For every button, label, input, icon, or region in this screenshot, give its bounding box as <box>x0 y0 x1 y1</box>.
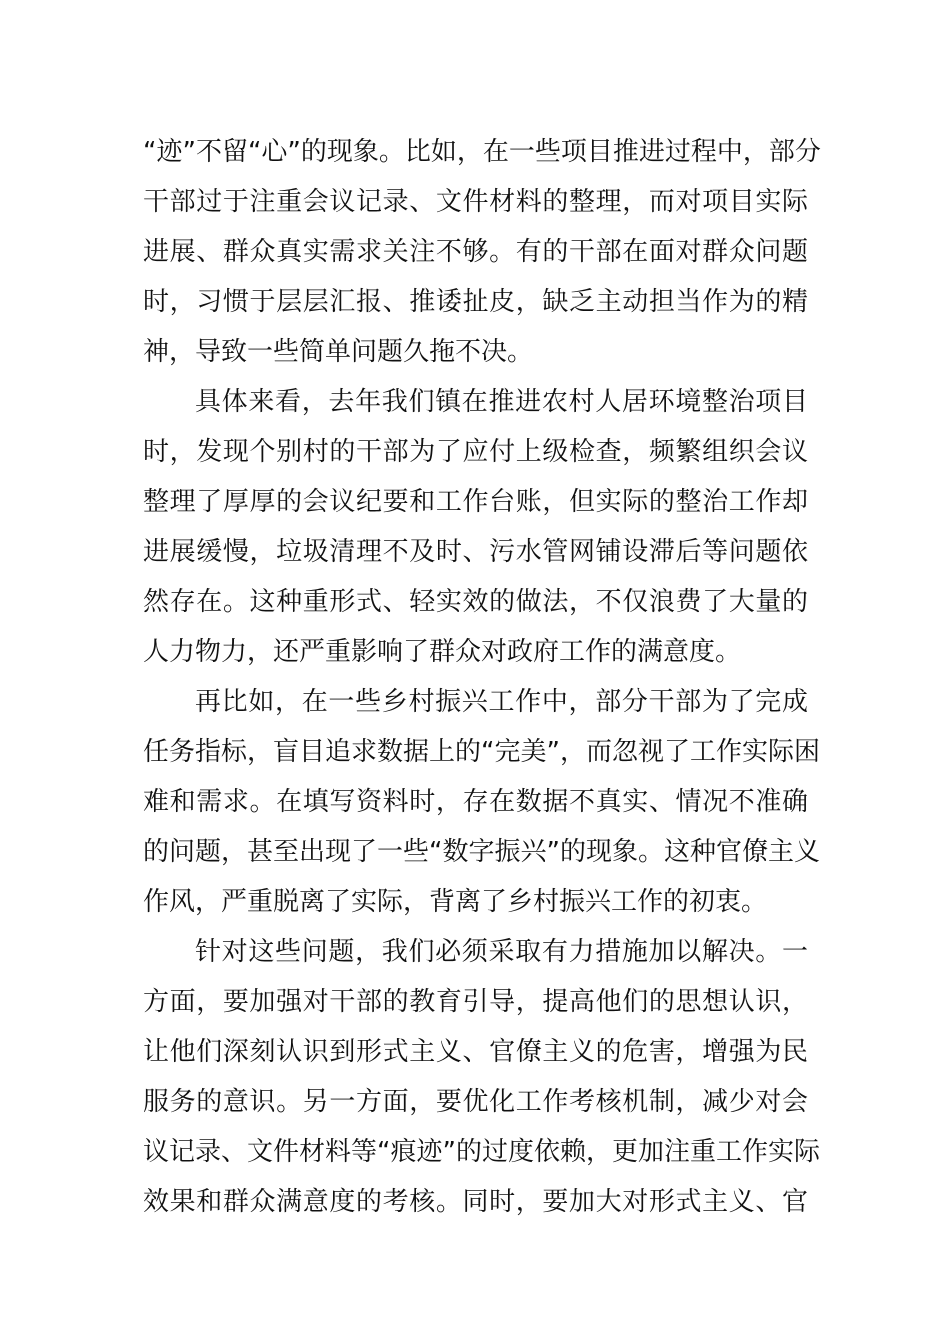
text-line: 然存在。这种重形式、轻实效的做法，不仅浪费了大量的 <box>143 587 808 617</box>
text-line: 干部过于注重会议记录、文件材料的整理，而对项目实际 <box>143 187 808 217</box>
text-line: 让他们深刻认识到形式主义、官僚主义的危害，增强为民 <box>143 1037 808 1067</box>
text-line: 效果和群众满意度的考核。同时，要加大对形式主义、官 <box>143 1187 808 1217</box>
text-line: 服务的意识。另一方面，要优化工作考核机制，减少对会 <box>143 1087 808 1117</box>
text-line: 针对这些问题，我们必须采取有力措施加以解决。一 <box>195 937 808 967</box>
text-line: 再比如，在一些乡村振兴工作中，部分干部为了完成 <box>195 687 808 717</box>
text-line: 人力物力，还严重影响了群众对政府工作的满意度。 <box>143 637 742 667</box>
document-body <box>143 127 821 1227</box>
paragraph-2 <box>143 377 808 677</box>
text-line: 整理了厚厚的会议纪要和工作台账，但实际的整治工作却 <box>143 487 808 517</box>
text-line: 具体来看，去年我们镇在推进农村人居环境整治项目 <box>195 387 808 417</box>
text-line: 时，发现个别村的干部为了应付上级检查，频繁组织会议 <box>143 437 808 467</box>
text-line: 难和需求。在填写资料时，存在数据不真实、情况不准确 <box>143 787 808 817</box>
text-line: 作风，严重脱离了实际，背离了乡村振兴工作的初衷。 <box>143 887 768 917</box>
text-line: 进展缓慢，垃圾清理不及时、污水管网铺设滞后等问题依 <box>143 537 808 567</box>
paragraph-3 <box>143 677 820 927</box>
text-line: 方面，要加强对干部的教育引导，提高他们的思想认识， <box>143 987 808 1017</box>
text-line: “迹”不留“心”的现象。比如，在一些项目推进过程中，部分 <box>143 137 821 167</box>
text-line: 神，导致一些简单问题久拖不决。 <box>143 337 534 367</box>
text-line: 任务指标，盲目追求数据上的“完美”，而忽视了工作实际困 <box>143 737 820 767</box>
paragraph-4 <box>143 927 820 1227</box>
text-line: 的问题，甚至出现了一些“数字振兴”的现象。这种官僚主义 <box>143 837 820 867</box>
paragraph-1 <box>143 127 821 377</box>
text-line: 进展、群众真实需求关注不够。有的干部在面对群众问题 <box>143 237 808 267</box>
text-line: 议记录、文件材料等“痕迹”的过度依赖，更加注重工作实际 <box>143 1137 820 1167</box>
text-line: 时，习惯于层层汇报、推诿扯皮，缺乏主动担当作为的精 <box>143 287 808 317</box>
